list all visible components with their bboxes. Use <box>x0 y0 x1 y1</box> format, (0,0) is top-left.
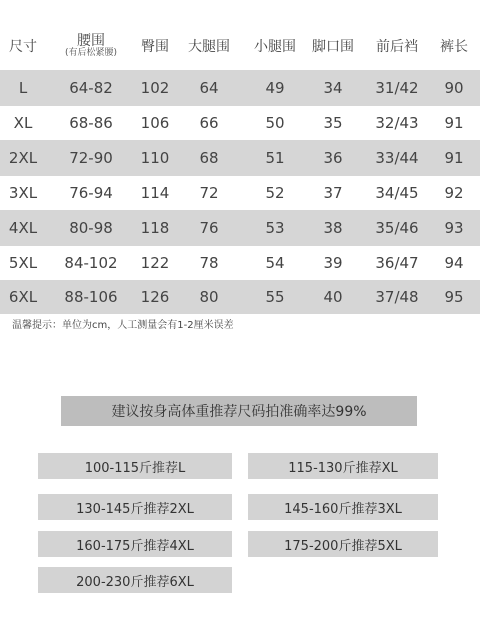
cell-rise: 31/42 <box>375 79 419 97</box>
cell-waist: 68-86 <box>69 114 113 132</box>
header-thigh: 大腿围 <box>188 39 230 55</box>
cell-length: 92 <box>444 184 464 202</box>
header-waist-note: (有后松紧腰) <box>64 47 118 58</box>
cell-length: 91 <box>444 149 464 167</box>
cell-leg-opening: 40 <box>323 288 343 306</box>
cell-leg-opening: 37 <box>323 184 343 202</box>
cell-hip: 122 <box>140 254 170 272</box>
cell-hip: 102 <box>140 79 170 97</box>
cell-length: 94 <box>444 254 464 272</box>
cell-waist: 84-102 <box>64 254 118 272</box>
cell-rise: 34/45 <box>375 184 419 202</box>
cell-hip: 126 <box>140 288 170 306</box>
cell-waist: 76-94 <box>69 184 113 202</box>
cell-hip: 110 <box>140 149 170 167</box>
cell-waist: 88-106 <box>64 288 118 306</box>
header-length: 裤长 <box>440 39 468 55</box>
table-row <box>0 106 480 140</box>
recommendation-6xl: 200-230斤推荐6XL <box>38 567 232 593</box>
cell-calf: 52 <box>265 184 285 202</box>
cell-waist: 64-82 <box>69 79 113 97</box>
recommendation-2xl: 130-145斤推荐2XL <box>38 494 232 520</box>
recommendation-banner: 建议按身高体重推荐尺码拍准确率达99% <box>61 396 417 426</box>
cell-calf: 51 <box>265 149 285 167</box>
cell-leg-opening: 39 <box>323 254 343 272</box>
table-header-row <box>0 28 480 64</box>
cell-calf: 54 <box>265 254 285 272</box>
cell-size: 6XL <box>8 288 38 306</box>
cell-thigh: 66 <box>199 114 219 132</box>
recommendation-xl: 115-130斤推荐XL <box>248 453 438 479</box>
cell-hip: 106 <box>140 114 170 132</box>
header-rise: 前后裆 <box>376 39 418 55</box>
cell-thigh: 64 <box>199 79 219 97</box>
cell-thigh: 76 <box>199 219 219 237</box>
cell-length: 93 <box>444 219 464 237</box>
cell-rise: 32/43 <box>375 114 419 132</box>
cell-size: 4XL <box>8 219 38 237</box>
recommendation-l: 100-115斤推荐L <box>38 453 232 479</box>
cell-rise: 36/47 <box>375 254 419 272</box>
cell-rise: 35/46 <box>375 219 419 237</box>
cell-leg-opening: 36 <box>323 149 343 167</box>
cell-thigh: 78 <box>199 254 219 272</box>
header-size: 尺寸 <box>9 39 37 55</box>
header-waist <box>46 28 136 64</box>
recommendation-4xl: 160-175斤推荐4XL <box>38 531 232 557</box>
header-leg-opening: 脚口围 <box>312 39 354 55</box>
cell-hip: 118 <box>140 219 170 237</box>
table-row <box>0 210 480 246</box>
cell-leg-opening: 38 <box>323 219 343 237</box>
cell-size: L <box>18 79 28 97</box>
cell-rise: 37/48 <box>375 288 419 306</box>
header-calf: 小腿围 <box>254 39 296 55</box>
cell-waist: 72-90 <box>69 149 113 167</box>
table-row <box>0 140 480 176</box>
cell-calf: 55 <box>265 288 285 306</box>
cell-leg-opening: 35 <box>323 114 343 132</box>
cell-thigh: 72 <box>199 184 219 202</box>
table-row <box>0 246 480 280</box>
header-waist-label: 腰围 <box>77 32 105 49</box>
cell-size: 3XL <box>8 184 38 202</box>
cell-calf: 49 <box>265 79 285 97</box>
measurement-note: 温馨提示：单位为cm，人工测量会有1-2厘米误差 <box>12 320 234 331</box>
table-row <box>0 70 480 106</box>
cell-length: 95 <box>444 288 464 306</box>
cell-waist: 80-98 <box>69 219 113 237</box>
cell-calf: 50 <box>265 114 285 132</box>
cell-thigh: 68 <box>199 149 219 167</box>
cell-length: 91 <box>444 114 464 132</box>
cell-size: 2XL <box>8 149 38 167</box>
cell-length: 90 <box>444 79 464 97</box>
cell-rise: 33/44 <box>375 149 419 167</box>
cell-thigh: 80 <box>199 288 219 306</box>
cell-size: XL <box>13 114 33 132</box>
header-hip: 臀围 <box>141 39 169 55</box>
table-row <box>0 176 480 210</box>
recommendation-3xl: 145-160斤推荐3XL <box>248 494 438 520</box>
cell-size: 5XL <box>8 254 38 272</box>
recommendation-5xl: 175-200斤推荐5XL <box>248 531 438 557</box>
cell-hip: 114 <box>140 184 170 202</box>
cell-calf: 53 <box>265 219 285 237</box>
cell-leg-opening: 34 <box>323 79 343 97</box>
table-row <box>0 280 480 314</box>
